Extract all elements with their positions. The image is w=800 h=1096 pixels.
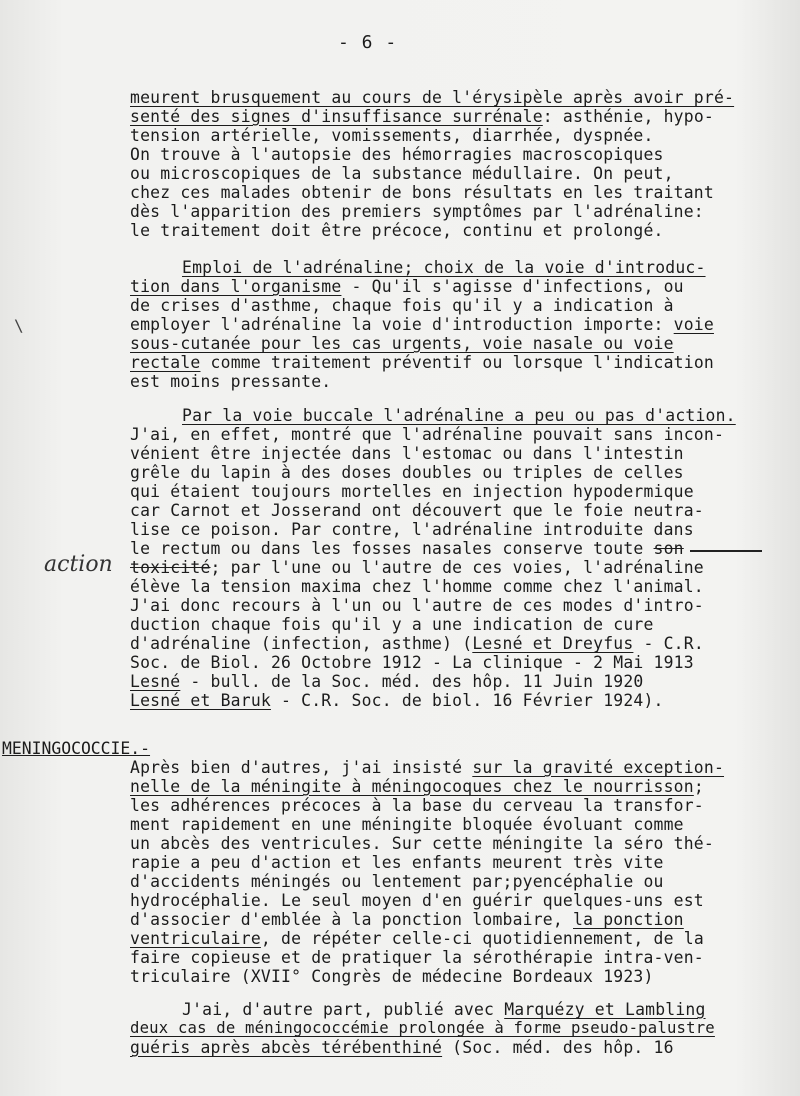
text-line: Soc. de Biol. 26 Octobre 1912 - La clinique - 2 Mai 1913 xyxy=(130,653,694,672)
text-line: meurent brusquement au cours de l'érysipèle après avoir pré- xyxy=(130,88,735,107)
text-line: sous-cutanée pour les cas urgents, voie nasale ou voie xyxy=(130,334,674,353)
text-line: ou microscopiques de la substance médullaire. On peut, xyxy=(130,164,674,183)
text-line: vénient être injectée dans l'estomac ou dans l'intestin xyxy=(130,444,684,463)
text-line: d'adrénaline (infection, asthme) (Lesné et Dreyfus - C.R. xyxy=(130,634,704,653)
text-line: d'associer d'emblée à la ponction lombaire, la ponction xyxy=(130,910,684,929)
text-line: Lesné - bull. de la Soc. méd. des hôp. 11 Juin 1920 xyxy=(130,672,644,691)
text-line: hydrocéphalie. Le seul moyen d'en guérir quelques-uns est xyxy=(130,891,704,910)
text-line: d'accidents méningés ou lentement par;pyencéphalie ou xyxy=(130,872,664,891)
text-line: tion dans l'organisme - Qu'il s'agisse d'infections, ou xyxy=(130,277,684,296)
text-line: dès l'apparition des premiers symptômes par l'adrénaline: xyxy=(130,202,704,221)
handwritten-annotation: action xyxy=(44,552,113,577)
text-line: J'ai, en effet, montré que l'adrénaline pouvait sans incon- xyxy=(130,425,725,444)
text-line: On trouve à l'autopsie des hémorragies macroscopiques xyxy=(130,145,664,164)
text-line: Après bien d'autres, j'ai insisté sur la gravité exception- xyxy=(130,758,725,777)
text-line: deux cas de méningococcémie prolongée à forme pseudo-palustre xyxy=(130,1019,715,1037)
text-line: de crises d'asthme, chaque fois qu'il y a indication à xyxy=(130,296,674,315)
text-line: J'ai donc recours à l'un ou l'autre de ces modes d'intro- xyxy=(130,596,704,615)
text-line: triculaire (XVII° Congrès de médecine Bordeaux 1923) xyxy=(130,967,654,986)
margin-tick: \ xyxy=(14,316,24,335)
text-line: un abcès des ventricules. Sur cette méningite la séro thé- xyxy=(130,834,714,853)
text-line: Par la voie buccale l'adrénaline a peu ou pas d'action. xyxy=(182,406,736,425)
text-line: nelle de la méningite à méningocoques chez le nourrisson; xyxy=(130,777,704,796)
page-number: - 6 - xyxy=(338,32,398,53)
text-line: rectale comme traitement préventif ou lorsque l'indication xyxy=(130,353,714,372)
text-line: ment rapidement en une méningite bloquée évoluant comme xyxy=(130,815,684,834)
text-line: senté des signes d'insuffisance surrénale: asthénie, hypo- xyxy=(130,107,714,126)
text-line: élève la tension maxima chez l'homme comme chez l'animal. xyxy=(130,577,704,596)
text-line: faire copieuse et de pratiquer la sérothérapie intra-ven- xyxy=(130,948,704,967)
text-line: Emploi de l'adrénaline; choix de la voie d'introduc- xyxy=(182,258,706,277)
text-line: grêle du lapin à des doses doubles ou triples de celles xyxy=(130,463,684,482)
text-line: lise ce poison. Par contre, l'adrénaline introduite dans xyxy=(130,520,694,539)
text-line: employer l'adrénaline la voie d'introduction importe: voie xyxy=(130,315,714,334)
text-line: est moins pressante. xyxy=(130,372,332,391)
section-heading: MENINGOCOCCIE.- xyxy=(2,739,151,758)
text-line: toxicité; par l'une ou l'autre de ces voies, l'adrénaline xyxy=(130,558,704,577)
text-line: le rectum ou dans les fosses nasales conserve toute son xyxy=(130,539,684,558)
text-line: chez ces malades obtenir de bons résultats en les traitant xyxy=(130,183,714,202)
pen-line xyxy=(690,550,762,552)
text-line: ventriculaire, de répéter celle-ci quotidiennement, de la xyxy=(130,929,704,948)
text-line: tension artérielle, vomissements, diarrhée, dyspnée. xyxy=(130,126,654,145)
text-line: qui étaient toujours mortelles en injection hypodermique xyxy=(130,482,694,501)
text-line: duction chaque fois qu'il y a une indication de cure xyxy=(130,615,654,634)
text-line: Lesné et Baruk - C.R. Soc. de biol. 16 Février 1924). xyxy=(130,691,664,710)
text-line: guéris après abcès térébenthiné (Soc. méd. des hôp. 16 xyxy=(130,1038,674,1057)
text-line: le traitement doit être précoce, continu et prolongé. xyxy=(130,221,664,240)
text-line: les adhérences précoces à la base du cerveau la transfor- xyxy=(130,796,704,815)
text-line: rapie a peu d'action et les enfants meurent très vite xyxy=(130,853,664,872)
text-line: J'ai, d'autre part, publié avec Marquézy et Lambling xyxy=(182,1000,706,1019)
text-line: car Carnot et Josserand ont découvert que le foie neutra- xyxy=(130,501,704,520)
